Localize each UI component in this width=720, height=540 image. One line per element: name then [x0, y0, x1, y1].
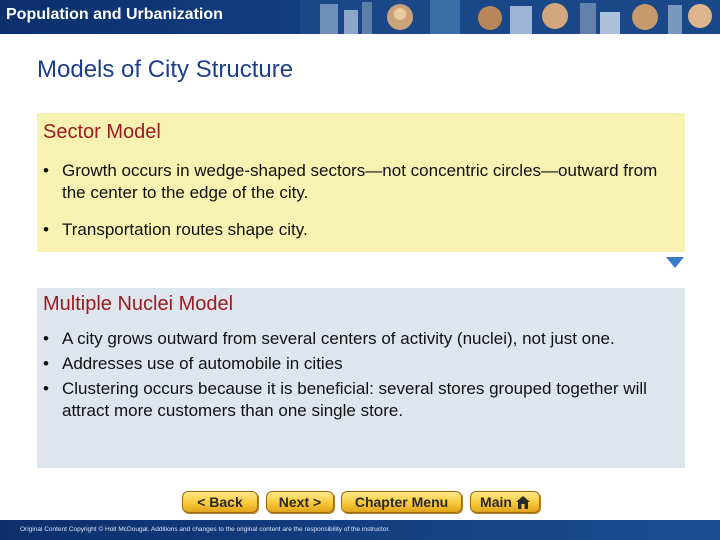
navigation-bar [0, 491, 720, 515]
multiple-nuclei-bullets [43, 328, 675, 422]
bullet-text: A city grows outward from several centers of activity (nuclei), not just one. [62, 329, 615, 348]
chapter-menu-button-label: Chapter Menu [354, 494, 449, 510]
header-bar [0, 0, 720, 34]
next-button-label: Next > [278, 494, 322, 510]
banner-collage-image [300, 0, 720, 34]
bullet-item [43, 328, 675, 350]
bullet-marker: • [43, 354, 49, 373]
multiple-nuclei-panel [37, 288, 685, 468]
bullet-marker: • [43, 161, 49, 180]
bullet-text: Addresses use of automobile in cities [62, 354, 343, 373]
sector-model-bullets [43, 160, 675, 241]
bullet-marker: • [43, 379, 49, 398]
slide-title: Models of City Structure [37, 56, 294, 83]
bullet-item [43, 378, 675, 422]
next-button[interactable] [266, 491, 334, 513]
bullet-marker: • [43, 329, 49, 348]
back-button[interactable] [182, 491, 258, 513]
down-arrow-icon [666, 257, 684, 268]
back-button-label: < Back [197, 494, 243, 510]
main-button-label: Main [480, 494, 512, 510]
sector-model-heading: Sector Model [43, 121, 161, 143]
bullet-item [43, 353, 675, 375]
bullet-text: Growth occurs in wedge-shaped sectors—not concentric circles—outward from the center to the edge of the city. [62, 161, 658, 202]
bullet-text: Transportation routes shape city. [62, 220, 308, 239]
home-icon [516, 496, 530, 509]
bullet-marker: • [43, 220, 49, 239]
header-title: Population and Urbanization [6, 6, 223, 23]
main-button[interactable] [470, 491, 540, 513]
multiple-nuclei-heading: Multiple Nuclei Model [43, 293, 234, 315]
sector-model-panel [37, 113, 685, 252]
copyright-text: Original Content Copyright © Holt McDougal. Additions and changes to the original content are the responsibility of the instructor. [20, 526, 391, 533]
chapter-menu-button[interactable] [341, 491, 462, 513]
bullet-item [43, 160, 675, 204]
bullet-item [43, 219, 675, 241]
footer-bar [0, 520, 720, 540]
bullet-text: Clustering occurs because it is beneficial: several stores grouped together will attract more customers than one single store. [62, 379, 647, 420]
